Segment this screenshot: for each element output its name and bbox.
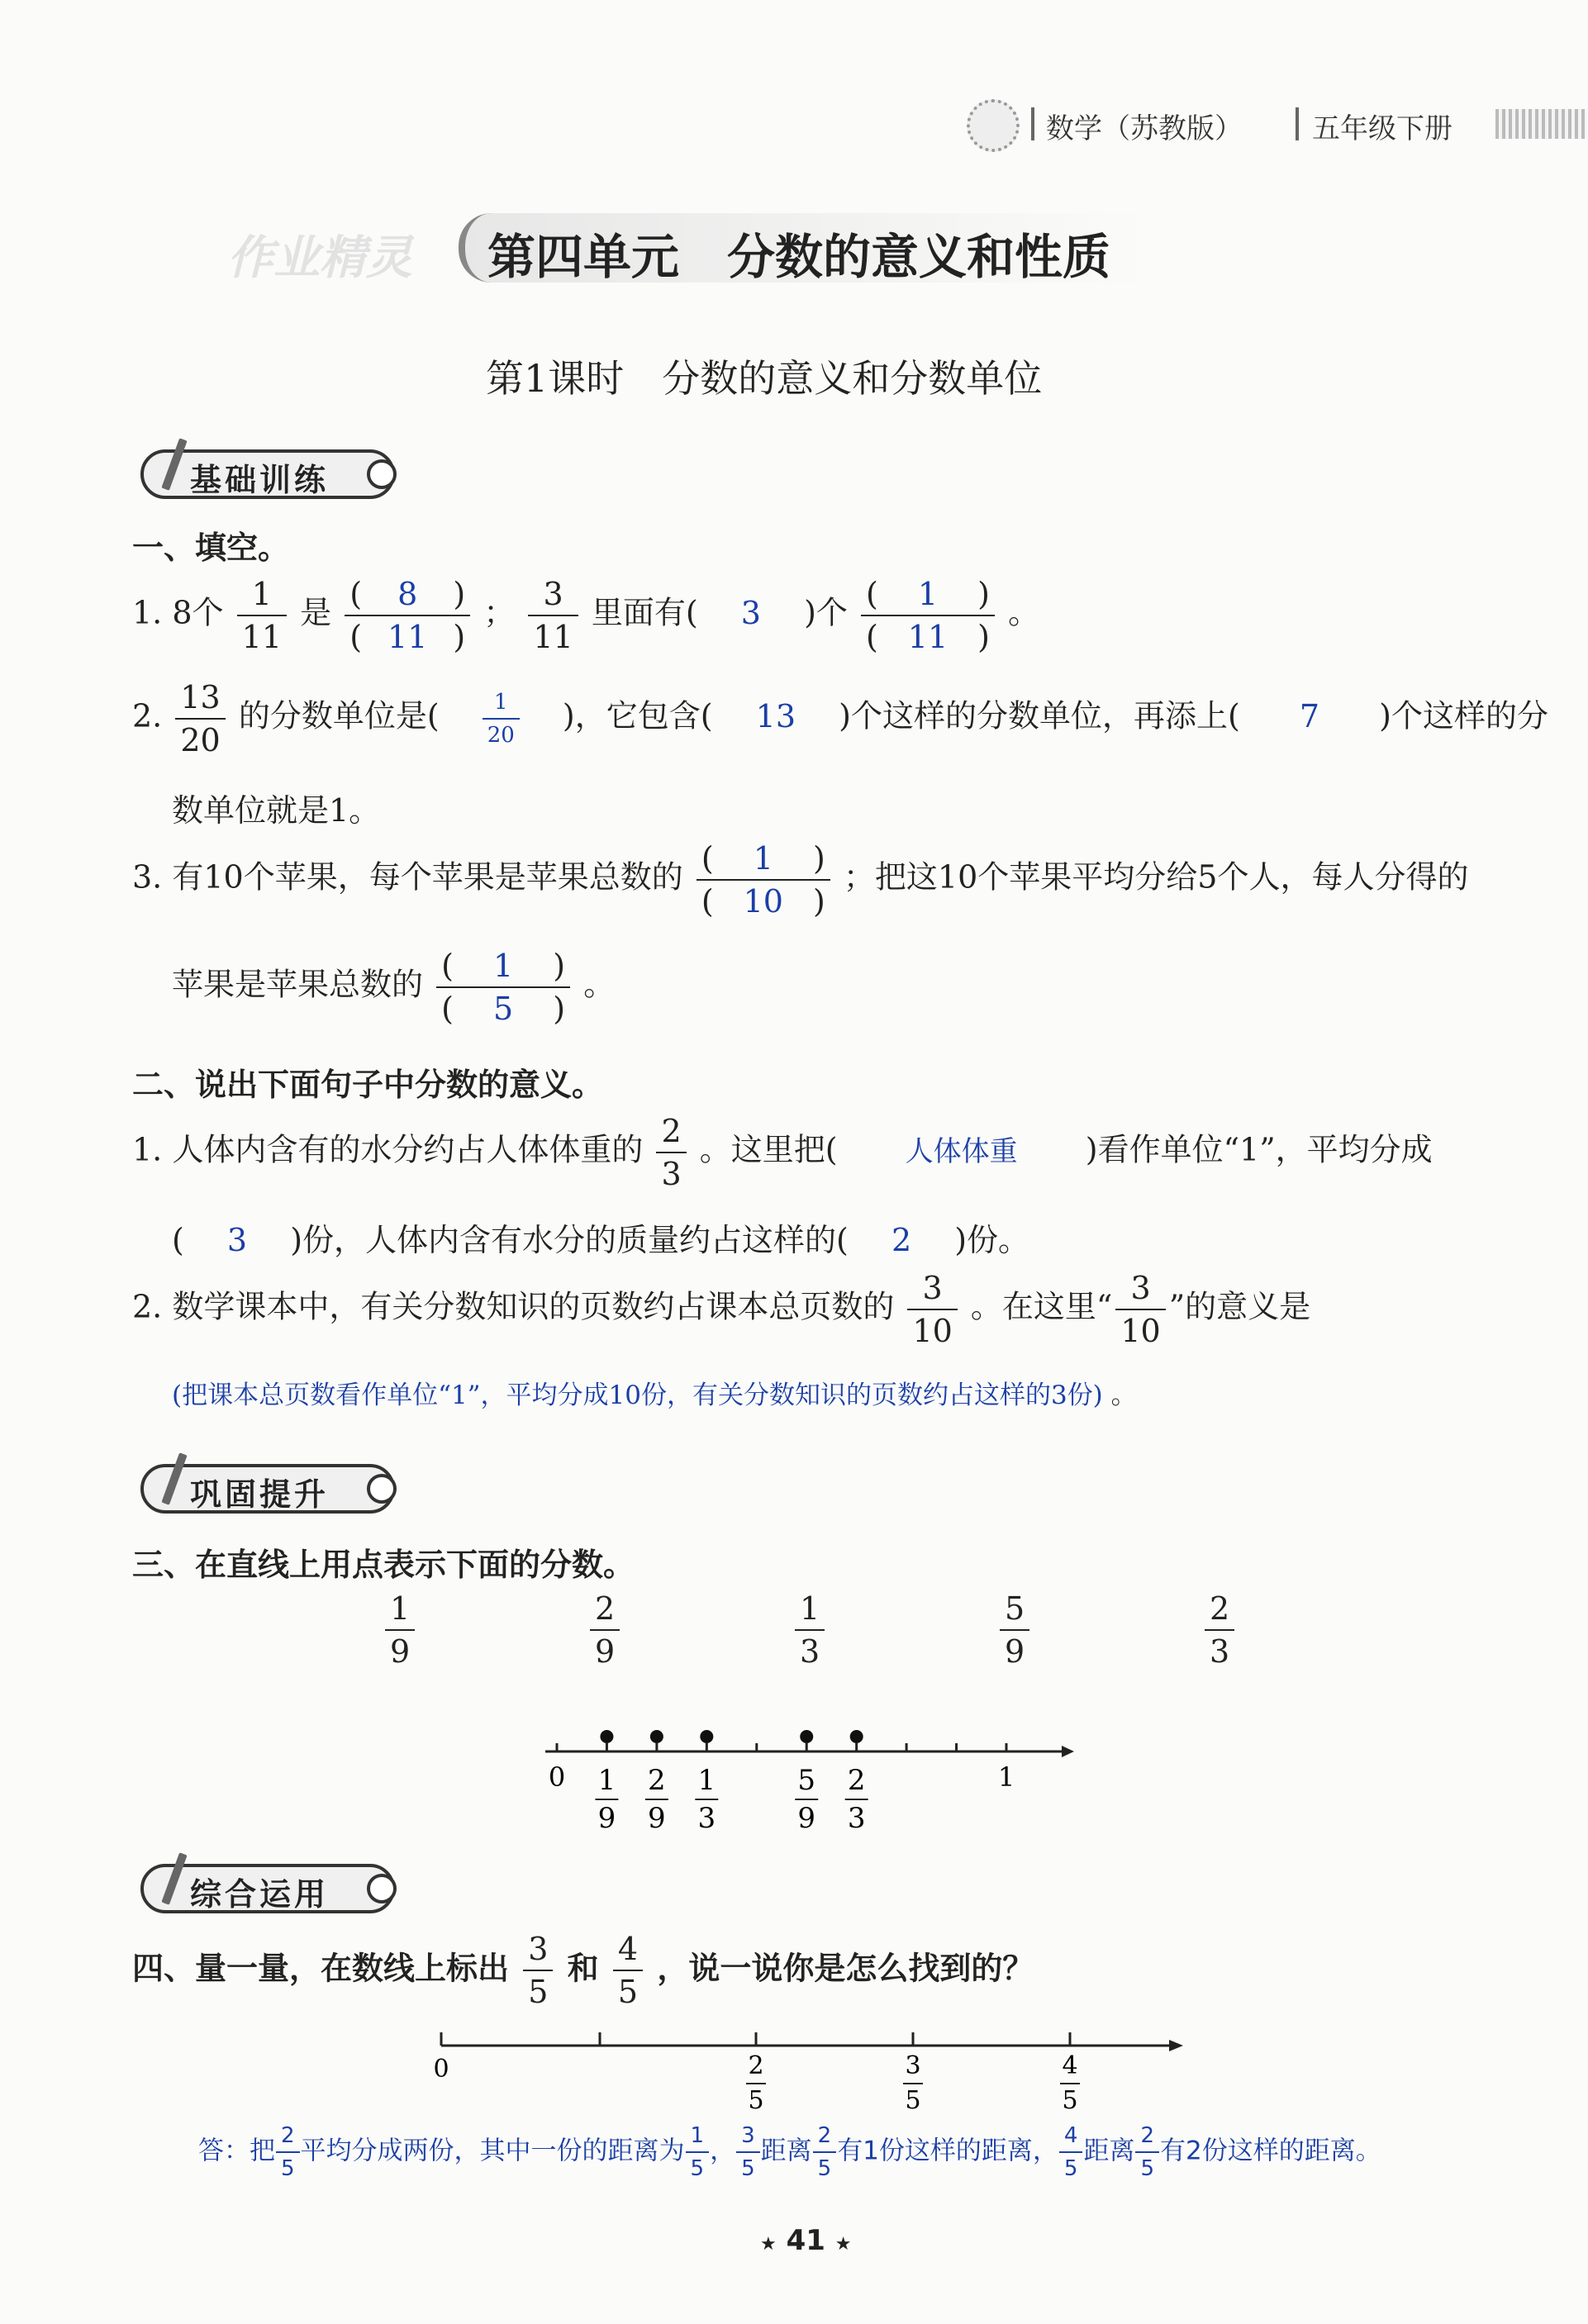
section-badge-basic [132,438,405,497]
number-line-2 [413,2016,1206,2132]
fraction-point [600,1730,613,1743]
fraction: $\frac{4}{5}$ [613,1933,643,2008]
ring-icon [367,1874,397,1903]
q-text: 里面有( [591,594,698,631]
tick-label-one: 1 [997,1761,1015,1793]
ring-icon [367,1474,397,1504]
lesson-title: 第1课时 分数的意义和分数单位 [486,356,1043,401]
q-text: 8个 [172,594,224,631]
part1-q1 [132,578,1039,653]
answer-fraction: $\frac{3}{5}$ [736,2125,760,2179]
q-text: ”的意义是 [1168,1288,1311,1325]
badge-label: 巩固提升 [190,1476,330,1513]
header-divider [1031,107,1034,140]
tick-label-num: 4 [1062,2051,1078,2080]
badge-label: 基础训练 [190,462,330,498]
part4-answer: 答：把 $\frac{2}{5}$ 平均分成两份，其中一份的距离为 $\frac{1}{5}$ ， $\frac{3}{5}$ 距离 $\frac{2}{5}$ 有1份这样的距离， $\frac{4}{5}$ 距离 $\frac{2}{5}$ 有2份这样的距离。 [198,2123,1381,2181]
part2-q1 [132,1115,1433,1190]
header-stripe [1495,109,1586,139]
q-text: 有10个苹果，每个苹果是苹果总数的 [172,858,683,896]
answer-blank: 3 [740,594,761,631]
q-text: 苹果是苹果总数的 [172,966,424,1003]
fraction: $\frac{3}{10}$ [907,1272,957,1347]
point-label-numerator: 2 [648,1764,666,1797]
fraction-point [800,1730,813,1743]
watermark-logo: 作业精灵 [227,231,412,285]
point-label-denominator: 9 [797,1802,816,1835]
part2-heading: 二、说出下面句子中分数的意义。 [132,1067,604,1103]
q-text: 。在这里“ [970,1288,1113,1325]
tick-label-den: 5 [1062,2086,1078,2115]
answer-text: (把课本总页数看作单位“1”，平均分成10份，有关分数知识的页数约占这样的3份) [172,1381,1103,1410]
part1-q3-cont [172,948,616,1027]
fraction: $\frac{1}{11}$ [237,578,287,653]
q-text: 人体内含有的水分约占人体体重的 [172,1131,644,1168]
q-text: 。 [1008,594,1040,631]
part1-heading: 一、填空。 [132,530,290,566]
part3-fraction-list [0,1590,1588,1675]
q-text: 。 [1110,1381,1137,1410]
part2-q1-cont [172,1214,1029,1260]
number-line-1 [496,1718,1091,1851]
answer-fraction: $\frac{2}{5}$ [1135,2125,1159,2179]
page-number: ★ 41 ★ [760,2224,852,2257]
q-text: )份。 [954,1222,1030,1258]
ring-icon [367,459,397,489]
answer-fraction: $\frac{2}{5}$ [276,2125,300,2179]
star-icon: ★ [760,2234,777,2255]
fraction: $\frac{3}{10}$ [1115,1272,1165,1347]
q-number: 1. [132,594,163,631]
tick-label-den: 5 [748,2086,764,2115]
fraction: $\frac{1}{3}$ [795,1593,825,1667]
header-divider [1296,107,1299,140]
q-text: 数学课本中，有关分数知识的页数约占课本总页数的 [172,1288,895,1325]
fraction-point [650,1730,663,1743]
q-text: 的分数单位是( [238,697,440,734]
answer-fraction: $\frac{2}{5}$ [813,2125,837,2179]
part3-heading: 三、在直线上用点表示下面的分数。 [132,1547,635,1583]
q-text: )个这样的分数单位，再添上( [839,697,1240,734]
header [967,99,1588,149]
q-number: 2. [132,697,163,734]
fraction: $\frac{1}{9}$ [385,1593,415,1667]
axis-arrow [1169,2040,1183,2051]
answer-fraction-blank: ( 8 ) ( 11 ) [345,578,470,653]
q-number: 1. [132,1131,163,1168]
fraction: $\frac{3}{5}$ [523,1933,553,2008]
answer-blank: 13 [755,697,796,734]
point-label-numerator: 2 [847,1764,866,1797]
point-label-numerator: 5 [797,1764,816,1797]
fraction-point [700,1730,713,1743]
q-text: 。这里把( [699,1131,838,1168]
section-badge-consolidate [132,1452,405,1512]
q-text: )个这样的分 [1379,697,1548,734]
part4-heading: 四、量一量，在数线上标出 $\frac{3}{5}$ 和 $\frac{4}{5}$ ，说一说你是怎么找到的？ [132,1931,1034,2010]
point-label-denominator: 9 [648,1802,666,1835]
header-grade: 五年级下册 [1312,112,1452,145]
q-text: )份，人体内含有水分的质量约占这样的( [290,1222,849,1258]
q-text: )，它包含( [562,697,713,734]
answer-fraction-blank: ( 1 ) ( 11 ) [861,578,995,653]
point-label-denominator: 9 [597,1802,616,1835]
tick-label-num: 3 [905,2051,921,2080]
point-label-denominator: 3 [697,1802,716,1835]
part2-q2 [132,1272,1310,1347]
tick-label-num: 2 [748,2051,764,2080]
tick-label-den: 5 [905,2086,921,2115]
q-text: ； [483,594,516,631]
q-text: 。 [583,966,616,1003]
section-badge-apply [132,1852,405,1912]
fraction: $\frac{2}{3}$ [1205,1593,1234,1667]
answer-fraction: $\frac{4}{5}$ [1059,2125,1083,2179]
badge-label: 综合运用 [190,1876,330,1913]
tick-label-zero: 0 [433,2055,449,2084]
fraction: $\frac{13}{20}$ [175,682,225,756]
q-text: 是 [300,594,332,631]
answer-fraction-blank: ( 1 ) ( 5 ) [436,950,570,1024]
q-text: ；把这10个苹果平均分给5个人，每人分得的 [843,858,1469,896]
point-label-numerator: 1 [597,1764,616,1797]
part1-q2-cont: 数单位就是1。 [172,792,381,829]
part2-q2-answer [172,1374,1137,1411]
axis-arrow [1062,1746,1074,1757]
header-subject: 数学（苏教版） [1046,112,1243,145]
q-text: )看作单位“1”，平均分成 [1085,1131,1433,1168]
answer-blank: 人体体重 [905,1134,1018,1168]
q-number: 2. [132,1288,163,1325]
q-number: 3. [132,858,163,896]
sun-icon [967,99,1020,152]
answer-blank: 3 [226,1222,248,1258]
tick-label-zero: 0 [548,1761,566,1793]
q-text: )个 [804,594,848,631]
fraction: $\frac{3}{11}$ [528,578,578,653]
fraction-point [850,1730,863,1743]
q-text: ( [172,1222,184,1258]
answer-blank: 2 [891,1222,912,1258]
fraction: $\frac{5}{9}$ [1000,1593,1029,1667]
unit-title: 第四单元 分数的意义和性质 [487,229,1111,285]
part1-q2 [132,679,1548,758]
answer-blank: 7 [1299,697,1320,734]
star-icon: ★ [834,2234,852,2255]
answer-fraction: $\frac{1}{5}$ [686,2125,710,2179]
point-label-denominator: 3 [847,1802,866,1835]
fraction: $\frac{2}{9}$ [590,1593,620,1667]
part1-q3 [132,840,1469,920]
answer-fraction: $\frac{1}{20}$ [483,691,520,746]
point-label-numerator: 1 [697,1764,716,1797]
answer-fraction-blank: ( 1 ) ( 10 ) [697,843,830,917]
fraction: $\frac{2}{3}$ [656,1115,686,1190]
